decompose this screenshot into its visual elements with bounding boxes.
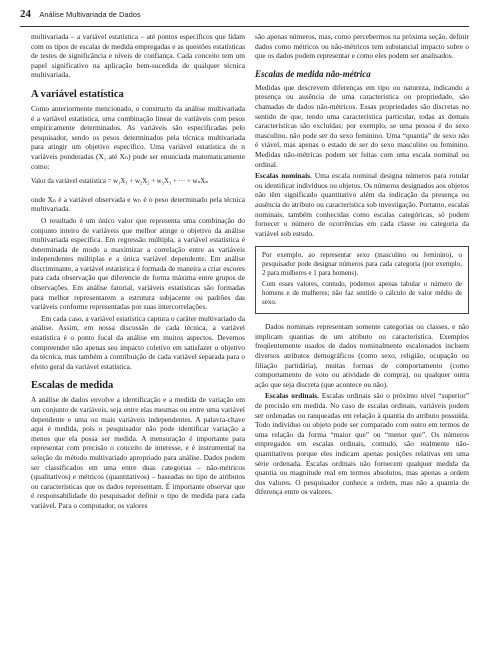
page-number: 24 [20,8,31,20]
ordinal-paragraph [255,391,469,497]
heading-scales: Escalas de medida [31,380,114,392]
nominal-label: Escalas nominais. [255,171,312,181]
variate-paragraph-1: Como anteriormente mencionado, o constructo da análise multivariada é a variável estatística, uma combinação linear de variáveis com pesos empiricamente determinados. As variáveis são especificadas pelo pesquisador, sendo os pesos determinados pela técnica multivariada para atingir um objetivo específico. Uma variável estatística de n variáveis ponderadas (X₁ até Xₙ) pode ser enunciada matematicamente como: [31,103,245,171]
left-column [31,32,245,513]
nominal-text: Uma escala nominal designa números para rotular ou identificar indivíduos ou objetos. Os números designados aos objetos não têm significado quantitativo além da indicação da presença ou ausência do atributo ou característica sob investigação. Portanto, escalas nominais, também conhecidas como escalas categóricas, só podem fornecer o número de ocorrências em cada classe ou categoria da variável sob estudo. [255,171,470,238]
ordinal-text: Escalas ordinais são o próximo nível “superior” de precisão em medida. No caso de escalas ordinais, variáveis podem ser ordenadas ou ranqueadas em relação à quantia do atributo possuída. Todo indivíduo ou objeto pode ser comparado com outro em termos de uma relação da forma “maior que” ou “menor que”. Os números empregados em escalas ordinais, contudo, são realmente não-quantitativos porque eles indicam apenas posições relativas em uma série ordenada. Escalas ordinais não fornecem qualquer medida da quantia ou magnitude real em termos absolutos, mas apenas a ordem dos valores. O pesquisador conhece a ordem, mas não a quantia de diferença entre os valores. [255,391,469,497]
example-box [255,246,469,314]
variate-paragraph-3: O resultado é um único valor que representa uma combinação do conjunto inteiro de variáveis que melhor atinge o objetivo da análise multivariada específica. Em regressão múltipla, a variável estatística é determinada de modo a maximizar a correlação entre as variáveis independentes múltiplas e a única variável dependente. Em análise discriminante, a variável estatística é formada de maneira a criar escores para cada observação que diferencie de forma máxima entre grupos de observações. Em análise fatorial, variáveis estatísticas são formadas para melhor representarem a estrutura subjacente ou padrões das variáveis conforme representadas por suas intercorrelações. [31,215,246,312]
intro-paragraph: multivariada – a variável estatística – até pontos específicos que lidam com os tipos de escalas de medida empregadas e as questões estatísticas de testes de significância e níveis de confiança. Cada conceito tem um papel significativo na aplicação bem-sucedida de qualquer técnica multivariada. [31,32,245,80]
variate-paragraph-4: Em cada caso, a variável estatística captura o caráter multivariado da análise. Assim, em nossa discussão de cada técnica, a variável estatística é o ponto focal da análise em muitos aspectos. Devemos compreender não apenas seu impacto coletivo em satisfazer o objetivo da técnica, mas também a contribuição de cada variável separada para o efeito geral da variável estatística. [31,313,245,371]
heading-variate: A variável estatística [31,88,124,100]
scales-paragraph-1: A análise de dados envolve a identificação e a medida de variação em um conjunto de variáveis, seja entre elas mesmas ou entre uma variável dependente e uma ou mais variáveis independentes. A palavra-chave aqui é medida, pois o pesquisador não pode identificar variação a menos que ela possa ser medida. A mensuração é importante para representar com precisão o conceito de interesse, e é instrumental na seleção do método multivariado apropriado para análise. Dados podem ser classificados em uma entre duas categorias – não-métricos (qualitativos) e métricos (quantitativos) – baseadas no tipo de atributos ou características que os dados representam. É importante observar que é responsabilidade do pesquisador definir o tipo de medida para cada variável. Para o computador, os valores [31,395,245,510]
ordinal-label: Escalas ordinais. [265,391,319,401]
right-column [255,32,469,499]
running-title: Análise Multivariada de Dados [39,10,141,19]
variate-paragraph-2: onde Xₙ é a variável observada e wₙ é o peso determinado pela técnica multivariada. [31,194,245,214]
nominal-paragraph [255,171,469,238]
heading-nonmetric: Escalas de medida não-métrica [255,68,371,79]
continued-paragraph: são apenas números, mas, como percebermos na próxima seção, definir dados como métricos ou não-métricos tem substancial impacto sobre o que os dados podem representar e como eles podem ser analisados. [255,32,469,61]
nonmetric-paragraph: Medidas que descrevem diferenças em tipo ou natureza, indicando a presença ou ausência de uma característica ou propriedade, são chamadas de dados não-métricos. Essas propriedades são discretas no sentido de que, tendo uma característica particular, todas as demais características são excluídas; por exemplo, se uma pessoa é do sexo masculino, não pode ser do sexo feminino. Uma “quantia” de sexo não é viável, mas apenas o estado de ser do sexo masculino ou feminino. Medidas não-métricas podem ser feitas com uma escala nominal ou ordinal. [255,82,469,169]
running-header [20,8,141,20]
nominal-paragraph-2: Dados nominais representam somente categorias ou classes, e não implicam quantias de um atributo ou característica. Exemplos freqüentemente usados de dados nominalmente escalonados incluem diversos atributos demográficos (como sexo, religião, ocupação ou filiação partidária), muitas formas de comportamento (como comportamento de voto ou atividade de compra), ou qualquer outra ação que seja discreta (que acontece ou não). [255,322,469,389]
header-rule [20,26,469,27]
box-paragraph-1: Por exemplo, ao representar sexo (masculino ou feminino), o pesquisador pode designar números para cada categoria (por exemplo, 2 para mulheres e 1 para homens). [262,251,462,278]
box-paragraph-2: Com esses valores, contudo, podemos apenas tabular o número de homens e de mulheres; não faz sentido o cálculo de valor médio de sexo. [262,280,462,307]
variate-formula: Valor da variável estatística = w₁X₁ + w₂X₂ + w₃X₃ + ··· + wₙXₙ [31,178,209,186]
